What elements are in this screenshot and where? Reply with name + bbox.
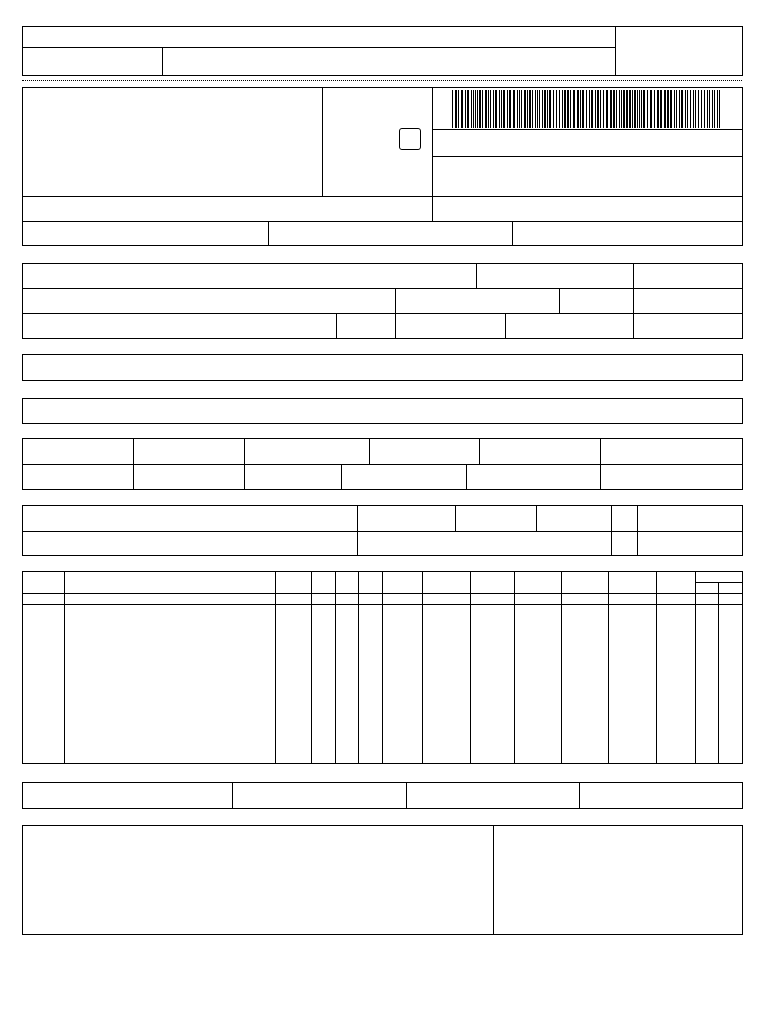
product-column-divider	[608, 571, 609, 764]
receipt-stub-header	[22, 26, 743, 76]
barcode-bar	[687, 90, 688, 128]
registration-divider-2	[512, 221, 513, 246]
barcode-bar	[654, 90, 655, 128]
barcode-bar	[479, 90, 481, 128]
barcode-bar	[458, 90, 459, 128]
barcode-bar	[570, 90, 571, 128]
barcode-bar	[521, 90, 522, 128]
barcode-bar	[595, 90, 596, 128]
barcode-bar	[503, 90, 505, 128]
barcode-bar	[707, 90, 708, 128]
barcode-bar	[674, 90, 675, 128]
barcode-bar	[629, 90, 631, 128]
barcode-bar	[488, 90, 489, 128]
recipient-divider-c	[395, 288, 396, 339]
recipient-divider-f	[505, 313, 506, 339]
receipt-stub-divider	[22, 47, 615, 48]
barcode-bar	[717, 90, 718, 128]
carrier-divider-3	[536, 505, 537, 531]
barcode-bar	[465, 90, 466, 128]
additional-info-block	[22, 825, 743, 935]
barcode-bar	[507, 90, 508, 128]
barcode-bar	[616, 90, 617, 128]
barcode-bar	[685, 90, 686, 128]
barcode-bar	[564, 90, 566, 128]
barcode-bar	[509, 90, 511, 128]
product-column-divider	[514, 571, 515, 764]
recipient-divider-d	[559, 288, 560, 313]
barcode-bar	[501, 90, 502, 128]
barcode	[452, 90, 722, 128]
carrier-divider-1	[357, 505, 358, 556]
additional-info-divider	[493, 825, 494, 935]
issuer-divider	[322, 87, 323, 196]
barcode-bar	[527, 90, 528, 128]
barcode-bar	[461, 90, 463, 128]
product-column-divider	[561, 571, 562, 764]
registration-divider-1	[268, 221, 269, 246]
issqn-divider-2	[406, 782, 407, 809]
barcode-bar	[626, 90, 628, 128]
barcode-bar	[679, 90, 680, 128]
barcode-bar	[603, 90, 604, 128]
product-column-divider	[64, 571, 65, 764]
receipt-stub-date-divider	[162, 47, 163, 76]
barcode-bar	[475, 90, 476, 128]
barcode-bar	[681, 90, 683, 128]
carrier-divider-5	[637, 505, 638, 556]
barcode-bar	[529, 90, 531, 128]
product-column-divider	[358, 571, 359, 764]
barcode-bar	[719, 90, 720, 128]
cut-line	[22, 80, 742, 81]
entry-exit-checkbox[interactable]	[399, 128, 421, 150]
barcode-bar	[704, 90, 705, 128]
barcode-bar	[467, 90, 469, 128]
barcode-bar	[623, 90, 625, 128]
tax-divider-7	[466, 464, 467, 490]
barcode-bar	[577, 90, 579, 128]
barcode-bar	[600, 90, 601, 128]
tax-row-line	[22, 464, 743, 465]
document-type-divider	[432, 87, 433, 221]
barcode-bar	[632, 90, 633, 128]
barcode-bar	[573, 90, 575, 128]
barcode-bar	[714, 90, 715, 128]
barcode-bar	[664, 90, 666, 128]
tax-divider-1	[133, 438, 134, 490]
tax-divider-4	[479, 438, 480, 464]
barcode-bar	[676, 90, 677, 128]
barcode-bar	[495, 90, 497, 128]
barcode-bar	[490, 90, 491, 128]
barcode-bar	[657, 90, 659, 128]
barcode-bar	[619, 90, 620, 128]
barcode-bar	[477, 90, 478, 128]
barcode-bar	[591, 90, 593, 128]
carrier-row-line	[22, 531, 743, 532]
product-column-divider	[335, 571, 336, 764]
delivery-block	[22, 398, 743, 424]
barcode-bar	[549, 90, 551, 128]
product-rate-subdivider	[718, 582, 719, 764]
issqn-block	[22, 782, 743, 809]
barcode-bar	[643, 90, 645, 128]
barcode-bar	[589, 90, 590, 128]
barcode-bar	[544, 90, 546, 128]
barcode-bar	[667, 90, 669, 128]
barcode-bar	[452, 90, 453, 128]
access-key-top-line	[432, 129, 743, 130]
product-column-divider	[470, 571, 471, 764]
product-column-divider	[422, 571, 423, 764]
registration-line	[22, 221, 743, 222]
barcode-bar	[553, 90, 554, 128]
barcode-bar	[513, 90, 515, 128]
recipient-divider-a	[476, 263, 477, 288]
barcode-bar	[493, 90, 494, 128]
barcode-bar	[517, 90, 518, 128]
barcode-bar	[712, 90, 713, 128]
barcode-bar	[547, 90, 548, 128]
barcode-bar	[499, 90, 500, 128]
barcode-bar	[650, 90, 652, 128]
barcode-bar	[542, 90, 543, 128]
barcode-bar	[473, 90, 474, 128]
receipt-stub-number-divider	[615, 26, 616, 76]
barcode-bar	[580, 90, 581, 128]
barcode-bar	[556, 90, 557, 128]
recipient-row-line-2	[22, 313, 743, 314]
invoice-block	[22, 354, 743, 381]
barcode-bar	[559, 90, 560, 128]
operation-nature-line	[22, 196, 743, 197]
barcode-bar	[660, 90, 662, 128]
access-key-bottom-line	[432, 156, 743, 157]
barcode-bar	[471, 90, 472, 128]
products-rate-header-line	[695, 582, 743, 583]
barcode-bar	[695, 90, 696, 128]
barcode-bar	[670, 90, 672, 128]
tax-divider-3	[369, 438, 370, 464]
barcode-bar	[455, 90, 457, 128]
carrier-divider-4	[611, 505, 612, 556]
carrier-divider-2	[455, 505, 456, 531]
barcode-bar	[634, 90, 636, 128]
barcode-bar	[535, 90, 536, 128]
barcode-bar	[519, 90, 520, 128]
recipient-row-line-1	[22, 288, 743, 289]
barcode-bar	[567, 90, 569, 128]
barcode-bar	[532, 90, 533, 128]
barcode-bar	[586, 90, 587, 128]
barcode-bar	[524, 90, 526, 128]
barcode-bar	[582, 90, 584, 128]
barcode-bar	[597, 90, 599, 128]
barcode-bar	[698, 90, 699, 128]
barcode-bar	[637, 90, 638, 128]
recipient-divider-e	[336, 313, 337, 339]
product-column-divider	[311, 571, 312, 764]
barcode-bar	[641, 90, 642, 128]
barcode-bar	[709, 90, 710, 128]
barcode-bar	[647, 90, 648, 128]
barcode-bar	[701, 90, 702, 128]
barcode-bar	[693, 90, 694, 128]
barcode-bar	[485, 90, 487, 128]
product-column-divider	[382, 571, 383, 764]
issqn-divider-1	[232, 782, 233, 809]
barcode-bar	[613, 90, 615, 128]
barcode-bar	[606, 90, 608, 128]
tax-divider-2	[244, 438, 245, 490]
product-column-divider	[275, 571, 276, 764]
tax-divider-6	[341, 464, 342, 490]
product-column-divider	[695, 571, 696, 764]
recipient-block	[22, 263, 743, 339]
barcode-bar	[482, 90, 483, 128]
tax-divider-5	[600, 438, 601, 490]
barcode-bar	[537, 90, 538, 128]
product-column-divider	[656, 571, 657, 764]
barcode-bar	[562, 90, 563, 128]
barcode-bar	[610, 90, 612, 128]
barcode-bar	[690, 90, 691, 128]
barcode-bar	[621, 90, 622, 128]
barcode-bar	[539, 90, 540, 128]
barcode-bar	[639, 90, 640, 128]
issqn-divider-3	[579, 782, 580, 809]
recipient-divider-b	[633, 263, 634, 339]
